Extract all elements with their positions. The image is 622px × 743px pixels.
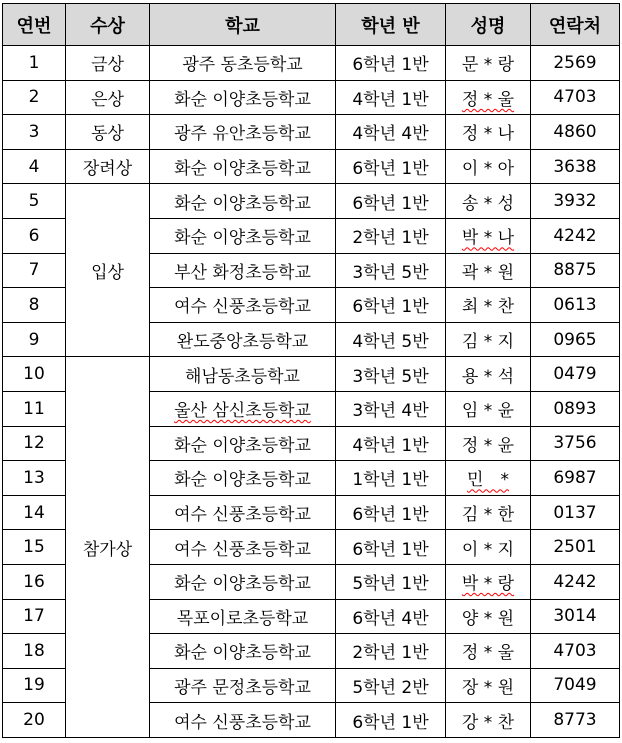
name-cell-text: 김 * 한 [461, 505, 515, 526]
contact-cell [531, 322, 620, 357]
contact-cell [531, 253, 620, 288]
grade-class-cell-text: 6학년 1반 [352, 55, 429, 76]
grade-class-cell-text: 3학년 5반 [352, 366, 429, 387]
contact-cell [531, 426, 620, 461]
contact-cell-text: 4703 [553, 87, 597, 108]
name-cell [446, 634, 531, 669]
contact-cell-text: 8875 [553, 260, 597, 281]
school-cell [150, 184, 336, 219]
school-cell [150, 80, 336, 115]
grade-class-cell-text: 1학년 1반 [352, 470, 429, 491]
award-cell-text: 은상 [91, 89, 124, 110]
name-cell-text: 박 * 나 [461, 228, 515, 249]
school-cell [150, 46, 336, 81]
school-cell-text: 광주 문정초등학교 [174, 677, 311, 698]
name-cell-text: 이 * 지 [461, 539, 515, 560]
school-cell [150, 391, 336, 426]
school-cell-text: 화순 이양초등학교 [174, 228, 311, 249]
row-number [3, 530, 66, 565]
contact-cell [531, 530, 620, 565]
school-cell-text: 화순 이양초등학교 [174, 89, 311, 110]
grade-class-cell-text: 4학년 1반 [352, 89, 429, 110]
contact-cell [531, 391, 620, 426]
school-cell-text: 여수 신풍초등학교 [174, 297, 311, 318]
row-number [3, 288, 66, 323]
row-number [3, 703, 66, 738]
grade-class-cell [336, 564, 446, 599]
row-number-text: 16 [23, 571, 45, 592]
name-cell-text: 박 * 랑 [461, 574, 515, 595]
row-number [3, 115, 66, 150]
school-cell-text: 화순 이양초등학교 [174, 159, 311, 180]
row-number-text: 14 [23, 502, 45, 523]
award-table [2, 3, 620, 738]
name-cell-text: 정 * 나 [461, 124, 515, 145]
school-cell [150, 288, 336, 323]
grade-class-cell [336, 530, 446, 565]
header-school: 학교 [150, 4, 336, 46]
grade-class-cell [336, 426, 446, 461]
school-cell [150, 115, 336, 150]
row-number-text: 18 [23, 640, 45, 661]
school-cell [150, 668, 336, 703]
school-cell-text: 화순 이양초등학교 [174, 470, 311, 491]
name-cell-text: 강 * 찬 [461, 712, 515, 733]
contact-cell-text: 0479 [553, 364, 597, 385]
grade-class-cell [336, 599, 446, 634]
award-cell [66, 46, 150, 81]
contact-cell-text: 0613 [553, 294, 597, 315]
row-number-text: 4 [28, 156, 40, 177]
header-row [3, 4, 620, 46]
contact-cell-text: 2501 [553, 537, 597, 558]
contact-cell [531, 288, 620, 323]
award-cell [66, 80, 150, 115]
row-number [3, 634, 66, 669]
grade-class-cell [336, 357, 446, 392]
name-cell-text: 임 * 윤 [461, 401, 515, 422]
award-cell-text: 참가상 [82, 539, 133, 560]
name-cell [446, 184, 531, 219]
contact-cell [531, 149, 620, 184]
award-cell [66, 357, 150, 738]
name-cell-text: 곽 * 원 [461, 262, 515, 283]
name-cell [446, 115, 531, 150]
header-name: 성명 [446, 4, 531, 46]
contact-cell [531, 668, 620, 703]
name-cell [446, 149, 531, 184]
contact-cell-text: 4860 [553, 121, 597, 142]
school-cell [150, 426, 336, 461]
contact-cell-text: 3756 [553, 433, 597, 454]
name-cell [446, 391, 531, 426]
row-number-text: 5 [28, 191, 40, 212]
contact-cell [531, 357, 620, 392]
grade-class-cell [336, 149, 446, 184]
contact-cell [531, 218, 620, 253]
contact-cell-text: 0893 [553, 398, 597, 419]
school-cell-text: 화순 이양초등학교 [174, 435, 311, 456]
name-cell [446, 495, 531, 530]
row-number-text: 17 [23, 606, 45, 627]
row-number [3, 495, 66, 530]
grade-class-cell [336, 495, 446, 530]
row-number-text: 10 [23, 364, 45, 385]
row-number [3, 322, 66, 357]
contact-cell-text: 3932 [553, 191, 597, 212]
grade-class-cell [336, 184, 446, 219]
contact-cell-text: 2569 [553, 52, 597, 73]
contact-cell [531, 46, 620, 81]
grade-class-cell [336, 80, 446, 115]
name-cell [446, 322, 531, 357]
award-cell-text: 입상 [91, 262, 124, 283]
grade-class-cell-text: 6학년 4반 [352, 608, 429, 629]
row-number-text: 12 [23, 433, 45, 454]
grade-class-cell-text: 3학년 4반 [352, 401, 429, 422]
grade-class-cell [336, 461, 446, 496]
contact-cell [531, 461, 620, 496]
name-cell [446, 426, 531, 461]
school-cell-text: 광주 유안초등학교 [174, 124, 311, 145]
header-number: 연번 [3, 4, 66, 46]
row-number-text: 1 [28, 52, 40, 73]
name-cell-text: 정 * 윤 [461, 435, 515, 456]
table-row [3, 149, 620, 184]
school-cell-text: 부산 화정초등학교 [174, 262, 311, 283]
grade-class-cell-text: 2학년 1반 [352, 228, 429, 249]
grade-class-cell-text: 5학년 1반 [352, 574, 429, 595]
table-body [3, 46, 620, 738]
award-cell [66, 149, 150, 184]
contact-cell [531, 495, 620, 530]
name-cell-text: 용 * 석 [461, 366, 515, 387]
contact-cell-text: 0965 [553, 329, 597, 350]
name-cell [446, 46, 531, 81]
row-number-text: 9 [28, 329, 40, 350]
row-number [3, 218, 66, 253]
row-number [3, 461, 66, 496]
grade-class-cell [336, 253, 446, 288]
row-number-text: 13 [23, 467, 45, 488]
school-cell-text: 화순 이양초등학교 [174, 574, 311, 595]
grade-class-cell-text: 2학년 1반 [352, 643, 429, 664]
school-cell-text: 해남동초등학교 [185, 366, 300, 387]
name-cell-text: 김 * 지 [461, 332, 515, 353]
grade-class-cell-text: 6학년 1반 [352, 297, 429, 318]
award-cell [66, 115, 150, 150]
grade-class-cell [336, 391, 446, 426]
row-number [3, 184, 66, 219]
name-cell-text: 최 * 찬 [461, 297, 515, 318]
grade-class-cell [336, 322, 446, 357]
grade-class-cell [336, 46, 446, 81]
header-award: 수상 [66, 4, 150, 46]
contact-cell [531, 599, 620, 634]
school-cell-text: 목포이로초등학교 [176, 608, 309, 629]
table-row [3, 184, 620, 219]
school-cell-text: 여수 신풍초등학교 [174, 505, 311, 526]
row-number-text: 7 [28, 260, 40, 281]
grade-class-cell-text: 4학년 4반 [352, 124, 429, 145]
row-number-text: 8 [28, 294, 40, 315]
contact-cell-text: 4242 [553, 571, 597, 592]
grade-class-cell-text: 6학년 1반 [352, 193, 429, 214]
header-grade-class: 학년 반 [336, 4, 446, 46]
name-cell [446, 530, 531, 565]
contact-cell-text: 6987 [553, 467, 597, 488]
award-list-container [2, 3, 620, 738]
grade-class-cell [336, 668, 446, 703]
table-header [3, 4, 620, 46]
grade-class-cell [336, 703, 446, 738]
row-number [3, 426, 66, 461]
school-cell [150, 322, 336, 357]
school-cell [150, 703, 336, 738]
grade-class-cell-text: 5학년 2반 [352, 677, 429, 698]
grade-class-cell-text: 6학년 1반 [352, 539, 429, 560]
name-cell [446, 703, 531, 738]
grade-class-cell-text: 3학년 5반 [352, 262, 429, 283]
row-number [3, 46, 66, 81]
school-cell-text: 화순 이양초등학교 [174, 193, 311, 214]
school-cell [150, 149, 336, 184]
contact-cell-text: 3638 [553, 156, 597, 177]
grade-class-cell [336, 288, 446, 323]
name-cell [446, 288, 531, 323]
contact-cell [531, 703, 620, 738]
table-row [3, 46, 620, 81]
name-cell [446, 80, 531, 115]
school-cell [150, 218, 336, 253]
name-cell [446, 357, 531, 392]
award-cell-text: 금상 [91, 55, 124, 76]
grade-class-cell-text: 6학년 1반 [352, 712, 429, 733]
row-number-text: 11 [23, 398, 45, 419]
award-cell-text: 장려상 [82, 159, 133, 180]
contact-cell [531, 634, 620, 669]
school-cell-text: 여수 신풍초등학교 [174, 539, 311, 560]
award-cell [66, 184, 150, 357]
school-cell-text: 여수 신풍초등학교 [174, 712, 311, 733]
school-cell [150, 599, 336, 634]
name-cell-text: 문 * 랑 [461, 55, 515, 76]
row-number-text: 3 [28, 121, 40, 142]
contact-cell-text: 4703 [553, 640, 597, 661]
name-cell [446, 564, 531, 599]
name-cell-text: 민 * [467, 470, 509, 491]
header-contact: 연락처 [531, 4, 620, 46]
school-cell-text: 울산 삼신초등학교 [174, 401, 311, 422]
school-cell [150, 634, 336, 669]
contact-cell [531, 564, 620, 599]
grade-class-cell [336, 218, 446, 253]
name-cell-text: 양 * 원 [461, 608, 515, 629]
contact-cell [531, 115, 620, 150]
school-cell-text: 완도중앙초등학교 [176, 332, 309, 353]
award-cell-text: 동상 [91, 124, 124, 145]
row-number-text: 2 [28, 87, 40, 108]
name-cell [446, 599, 531, 634]
row-number [3, 391, 66, 426]
school-cell-text: 광주 동초등학교 [182, 55, 303, 76]
row-number [3, 599, 66, 634]
grade-class-cell [336, 115, 446, 150]
school-cell [150, 530, 336, 565]
row-number [3, 357, 66, 392]
grade-class-cell-text: 4학년 1반 [352, 435, 429, 456]
school-cell [150, 253, 336, 288]
name-cell-text: 정 * 울 [461, 89, 515, 110]
school-cell [150, 564, 336, 599]
contact-cell-text: 8773 [553, 710, 597, 731]
grade-class-cell-text: 6학년 1반 [352, 505, 429, 526]
name-cell [446, 668, 531, 703]
school-cell-text: 화순 이양초등학교 [174, 643, 311, 664]
name-cell-text: 정 * 울 [461, 643, 515, 664]
name-cell [446, 253, 531, 288]
row-number [3, 668, 66, 703]
row-number-text: 6 [28, 225, 40, 246]
contact-cell [531, 184, 620, 219]
name-cell [446, 218, 531, 253]
grade-class-cell-text: 4학년 5반 [352, 332, 429, 353]
contact-cell [531, 80, 620, 115]
contact-cell-text: 3014 [553, 606, 597, 627]
table-row [3, 357, 620, 392]
name-cell [446, 461, 531, 496]
name-cell-text: 이 * 아 [461, 159, 515, 180]
row-number-text: 20 [23, 710, 45, 731]
row-number [3, 149, 66, 184]
row-number [3, 253, 66, 288]
table-row [3, 115, 620, 150]
school-cell [150, 461, 336, 496]
table-row [3, 80, 620, 115]
grade-class-cell-text: 6학년 1반 [352, 159, 429, 180]
row-number [3, 80, 66, 115]
contact-cell-text: 4242 [553, 225, 597, 246]
school-cell [150, 495, 336, 530]
row-number-text: 15 [23, 537, 45, 558]
grade-class-cell [336, 634, 446, 669]
name-cell-text: 송 * 성 [461, 193, 515, 214]
row-number [3, 564, 66, 599]
contact-cell-text: 0137 [553, 502, 597, 523]
school-cell [150, 357, 336, 392]
name-cell-text: 장 * 원 [461, 677, 515, 698]
contact-cell-text: 7049 [553, 675, 597, 696]
row-number-text: 19 [23, 675, 45, 696]
